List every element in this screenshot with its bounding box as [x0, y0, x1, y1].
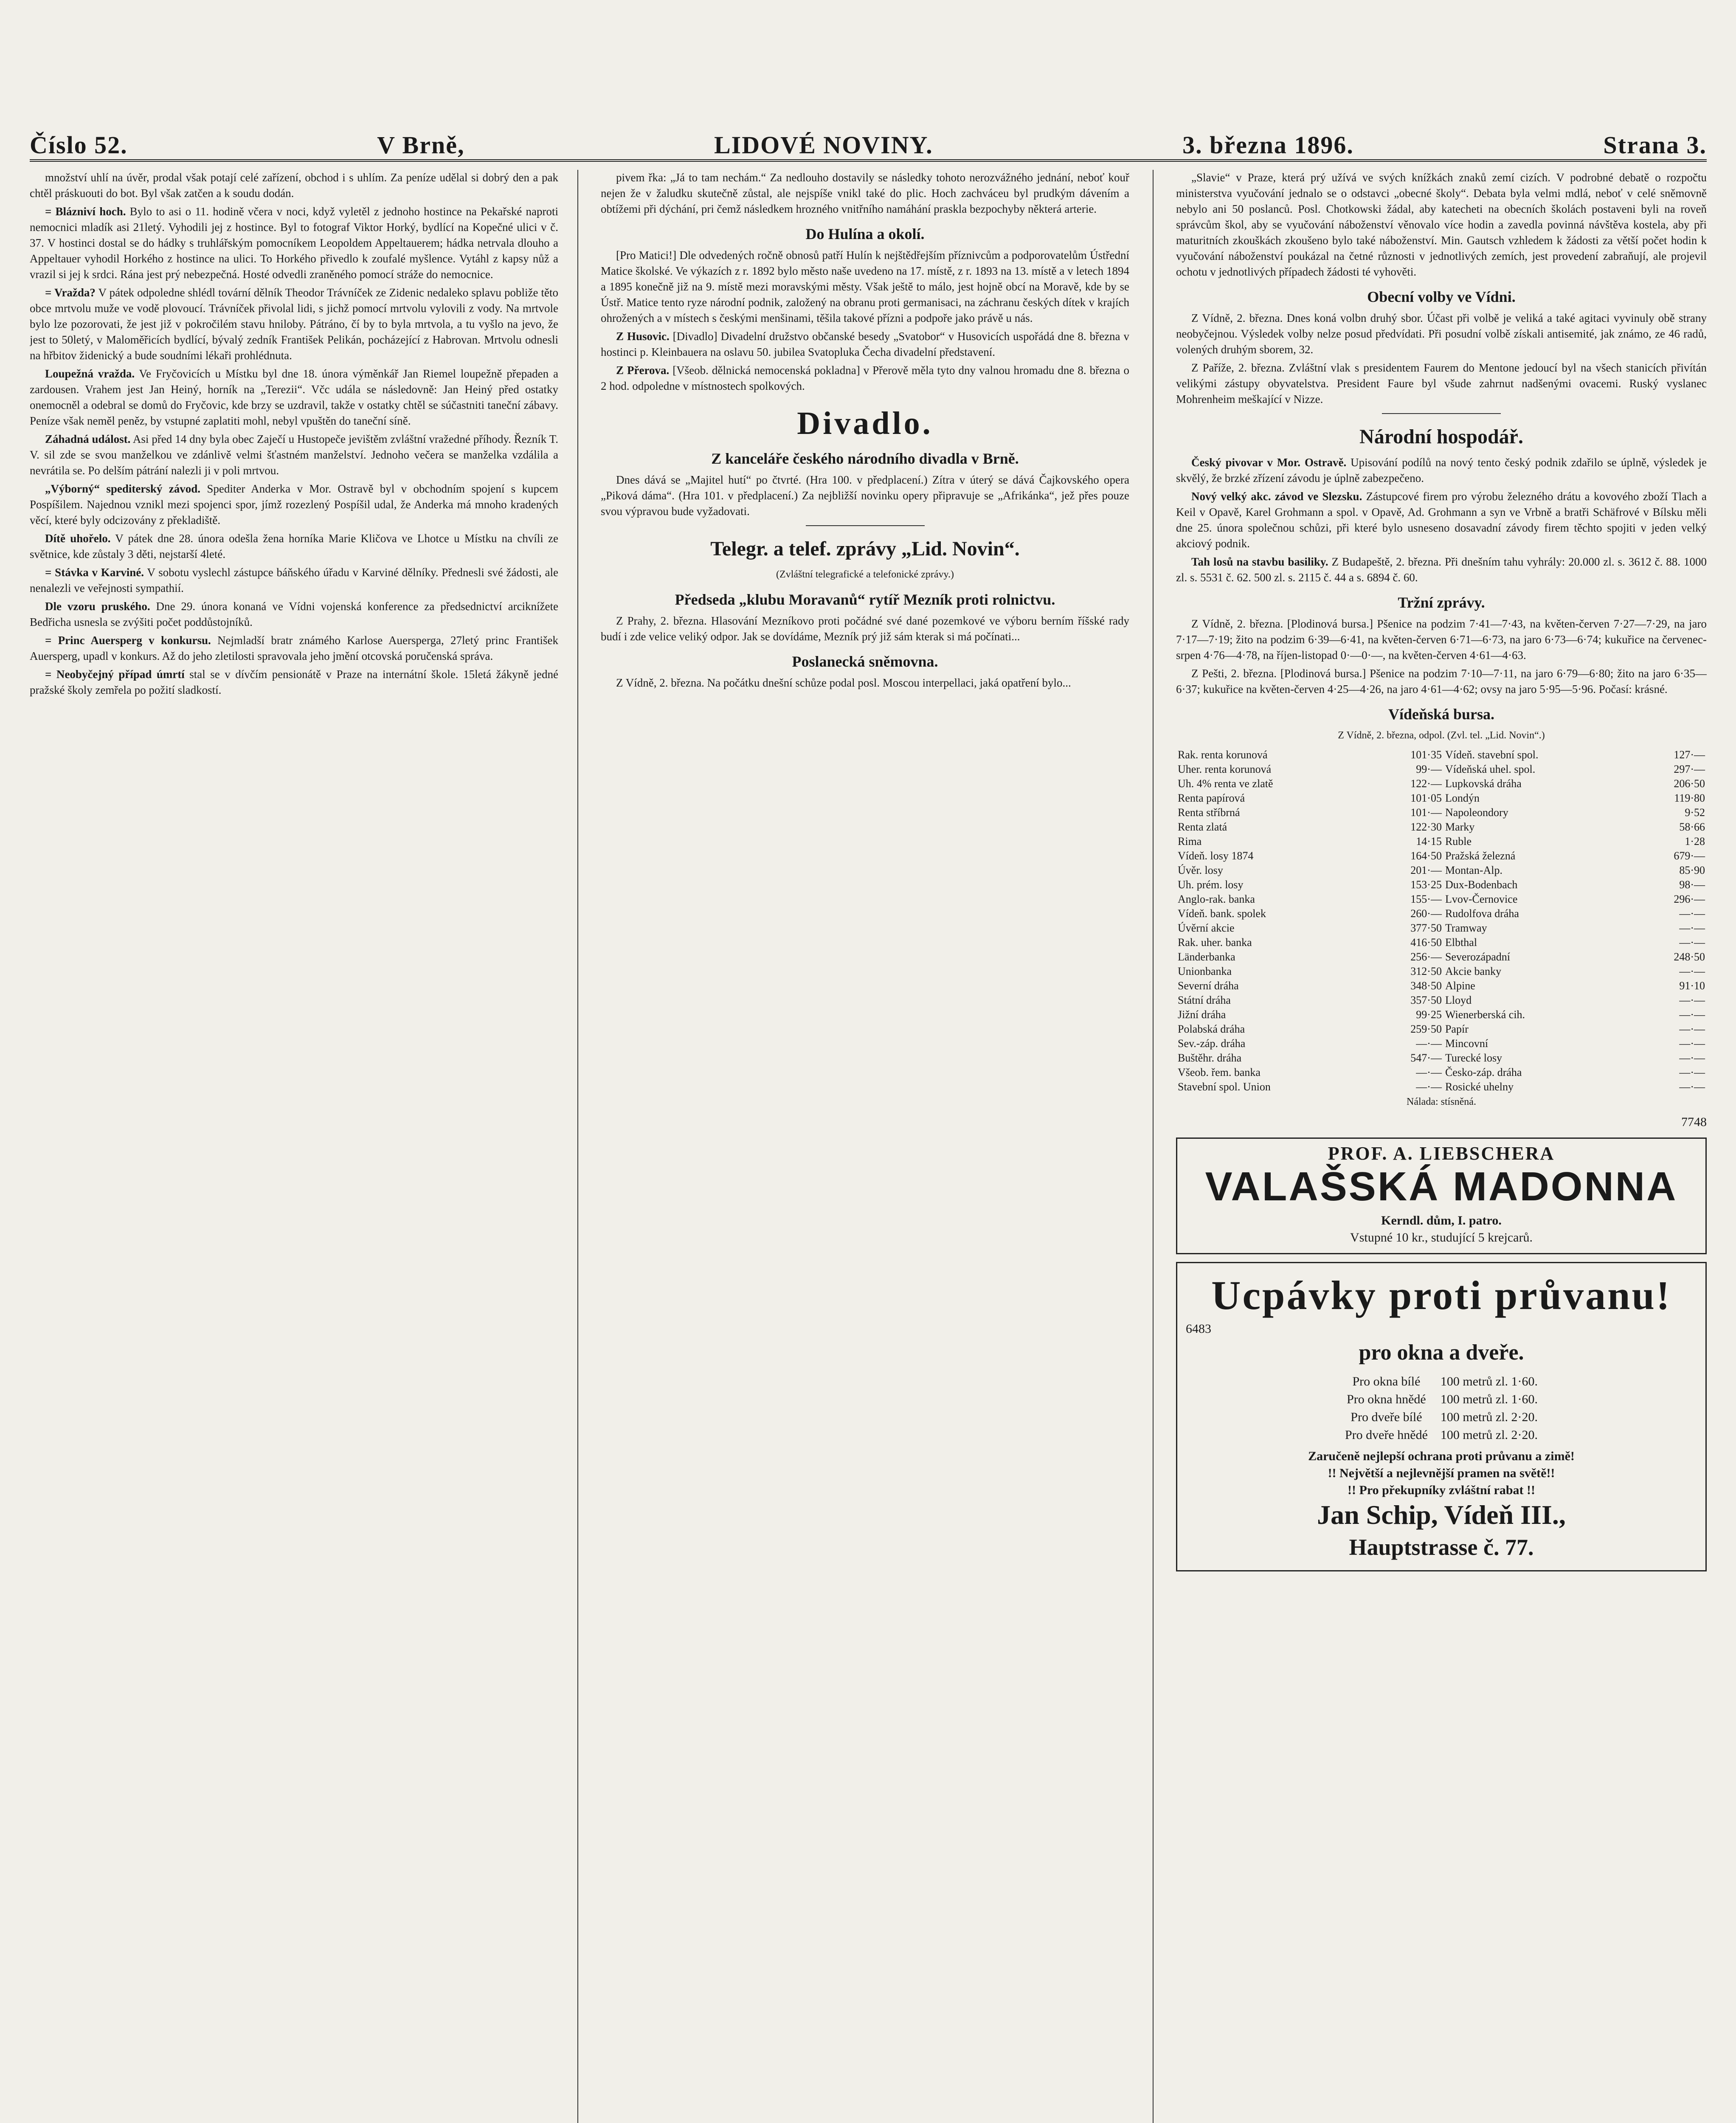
- market-item: Renta stříbrná: [1178, 806, 1240, 819]
- ad-slogan: Zaručeně nejlepší ochrana proti průvanu a zimě!: [1308, 1449, 1575, 1463]
- article-body: V pátek dne 28. února odešla žena horníka Marie Kličova ve Lhotce u Místku na chvíli ze světnice, kde zůstaly 3 děti, nejstarší 4leté.: [30, 532, 558, 560]
- article-body: Spediter Anderka v Mor. Ostravě byl v obchodním spojení s kupcem Pospíšilem. Najednou vznikl mezi spojenci spor, jímž rozezlený Pospíšil udal, že Anderka má mnoho kradených věcí, které byly odcizovány z překladiště.: [30, 482, 558, 527]
- market-item: Londýn: [1445, 792, 1480, 804]
- market-item: Rima: [1178, 835, 1202, 848]
- market-row: [1176, 979, 1707, 993]
- market-row: [1176, 863, 1707, 878]
- market-value: 122·30: [1410, 821, 1442, 833]
- ad-slogan: !! Pro překupníky zvláštní rabat !!: [1348, 1483, 1535, 1497]
- market-value: 153·25: [1410, 878, 1442, 891]
- advertisement-ucpavky: [1176, 1262, 1707, 1571]
- market-item: Rudolfova dráha: [1445, 907, 1519, 920]
- article-text: Z Vídně, 2. března. Dnes koná volbn druhý sbor. Účast při volbě je veliká a také agitaci vyvinuly obě strany neobyčejnou. Výsledek volby nelze posud předvídati. Při posudní volbě získali antisemité, jak známo, ze 46 radů, volených druhým sborem, 32.: [1176, 312, 1707, 356]
- market-row: [1176, 993, 1707, 1008]
- market-value: —·—: [1679, 936, 1705, 949]
- article-text: [1176, 554, 1707, 586]
- advertisement-madonna: [1176, 1138, 1707, 1254]
- ad-number: 7748: [1681, 1115, 1707, 1129]
- market-item: Tramway: [1445, 922, 1487, 934]
- article-text: [Pro Matici!] Dle odvedených ročně obnosů patří Hulín k nejštědřejším příznivcům a podporovatelům Ústřední Matice školské. Ve výkazích z r. 1892 bylo město naše uvedeno na 17. místě, z r. 1893 na 13. místě a v letech 1894 a 1895 konečně již na 9. místě mezi moravskými městy. Však ještě to málo, jest hojně obcí na Moravě, kde by se Ústř. Matice tento ryze národní podnik, založený na obranu proti germanisaci, na záchranu českých dítek v krajích ohrožených a v místech s českými menšinami, těšila takové přízni a podpoře jako právě u nás.: [601, 249, 1129, 324]
- article-body: Dne 29. února konaná ve Vídni vojenská konference za předsednictví arciknížete Bedřicha usnesla se zvýšiti počet poddůstojníků.: [30, 600, 558, 628]
- article-heading: = Neobyčejný případ úmrtí: [45, 668, 185, 681]
- article-text: [601, 363, 1129, 394]
- market-value: 99·—: [1416, 763, 1442, 775]
- market-value: 155·—: [1410, 893, 1442, 905]
- article-body: [Divadlo] Divadelní družstvo občanské besedy „Svatobor“ v Husovicích uspořádá dne 8. března v hostinci p. Kleinbauera na oslavu 50. jubilea Svatopluka Čecha divadelní představení.: [601, 330, 1129, 358]
- article-body: Upisování podílů na nový tento český podnik zdařilo se úplně, výsledek je skvělý, že brzké zřízení závodu je úplně zabezpečeno.: [1176, 456, 1707, 484]
- article-text: „Slavie“ v Praze, která prý užívá ve svých knížkách znaků zemí cizích. V podrobné debatě o rozpočtu ministerstva vyučování jednalo se o odstavci „obecné školy“. Debata byla velmi mdlá, neboť v celé sněmovně nebylo ani 50 poslanců. Posl. Chotkowski žádal, aby katecheti na obecních školách postaveni byli na roveň správcům škol, aby se vyučování náboženství věnovalo více hodin a zavedla povinná návštěva kostela, aby při maturitních zkouškách zkoušeno bylo také náboženství. Min. Gautsch vzhledem k žádosti za větší počet hodin k vyučování náboženství poukázal na četné různosti v jednotlivých zemích, jest provedení zabraňují, ale projevil ochotu v jednotlivých případech žádosti té vyhověti.: [1176, 171, 1707, 278]
- market-item: Sev.-záp. dráha: [1178, 1037, 1246, 1050]
- section-title-divadlo: Divadlo.: [797, 405, 933, 441]
- article-text: [30, 285, 558, 363]
- price-value: 100 metrů zl. 1·60.: [1440, 1374, 1538, 1388]
- column-3: [1176, 170, 1707, 2123]
- price-row: [1339, 1427, 1544, 1444]
- issue-date: 3. března 1896.: [1182, 131, 1354, 159]
- market-value: 377·50: [1410, 922, 1442, 934]
- article-text: Z Paříže, 2. března. Zvláštní vlak s presidentem Faurem do Mentone jedoucí byl na všech stanicích přivítán velikými zástupy obyvatelstva. President Faure byl všude zahrnut nadšenými ovacemi. Ruský vyslanec Mohrenheim meškající v Nizze.: [1176, 361, 1707, 405]
- article-text: [30, 667, 558, 698]
- market-value: 91·10: [1679, 980, 1705, 992]
- article-text: Z Vídně, 2. března. [Plodinová bursa.] Pšenice na podzim 7·41—7·43, na květen-červen 7·27—7·29, na jaro 7·17—7·19; žito na podzim 6·39—6·41, na květen-červen 6·71—6·73, na jaro 6·73—6·74; kukuřice na červenec-srpen 4·76—4·78, na říjen-listopad 0·—0·—, na květen-červen 4·61—4·63.: [1176, 617, 1707, 662]
- article-heading: Český pivovar v Mor. Ostravě.: [1191, 456, 1347, 469]
- market-value: 297·—: [1674, 763, 1705, 775]
- market-item: Montan-Alp.: [1445, 864, 1503, 876]
- market-value: 122·—: [1410, 777, 1442, 790]
- market-item: Pražská železná: [1445, 850, 1516, 862]
- market-row: [1176, 791, 1707, 805]
- price-row: [1339, 1391, 1544, 1408]
- article-heading: Dítě uhořelo.: [45, 532, 111, 545]
- article-text: [30, 366, 558, 429]
- ad-company: Jan Schip, Vídeň III.,: [1317, 1500, 1566, 1530]
- market-value: —·—: [1416, 1066, 1442, 1078]
- market-row: [1176, 834, 1707, 849]
- market-value: —·—: [1679, 922, 1705, 934]
- market-row: [1176, 921, 1707, 935]
- section-subtitle: (Zvláštní telegrafické a telefonické zprávy.): [776, 569, 954, 580]
- market-value: 14·15: [1416, 835, 1442, 848]
- ad-number: 6483: [1186, 1322, 1211, 1336]
- market-item: Anglo-rak. banka: [1178, 893, 1255, 905]
- market-row: [1176, 892, 1707, 907]
- market-item: Úvěrní akcie: [1178, 922, 1235, 934]
- article-heading: Záhadná událost.: [45, 433, 131, 445]
- market-item: Rosické uhelny: [1445, 1081, 1514, 1093]
- article-text: množství uhlí na úvěr, prodal však potají celé zařízení, obchod i s uhlím. Za peníze udělal si dobrý den a pak chtěl práskuouti do bot. Byl však zatčen a k soudu dodán.: [30, 171, 558, 200]
- article-text: [1176, 455, 1707, 486]
- article-heading: = Stávka v Karviné.: [45, 566, 144, 579]
- article-heading: Z Husovic.: [616, 330, 670, 343]
- market-value: 206·50: [1674, 777, 1705, 790]
- article-heading: „Výborný“ spediterský závod.: [45, 482, 200, 495]
- article-body: Bylo to asi o 11. hodině včera v noci, když vyletěl z jednoho hostince na Pekařské naproti nemocnici mladík asi 21letý. Vyhodili jej z hostince. Byl to fotograf Viktor Horký, bydlící na Kopečné ulici v č. 37. V hostinci dostal se do hádky s truhlářským pomocníkem Leopoldem Appeltauerem; hádka netrvala dlouho a Appeltauer vyhodil Horkého z hostince na ulici. To Horkého přivedlo k zoufalé myšlence. Vytáhl z kapsy nůž a vrazil si jej k srdci. Rána jest prý nebezpečná. Hosté odvedli zraněného pomocí stráže do nemocnice.: [30, 205, 558, 281]
- market-item: Turecké losy: [1445, 1052, 1502, 1064]
- market-value: 547·—: [1410, 1052, 1442, 1064]
- market-item: Mincovní: [1445, 1037, 1488, 1050]
- market-row: [1176, 1036, 1707, 1051]
- article-body: stal se v dívčím pensionátě v Praze na internátní škole. 15letá žákyně jedné pražské školy zemřela po požití sladkostí.: [30, 668, 558, 696]
- article-body: Zástupcové firem pro výrobu železného drátu a kovového zboží Tlach a Keil v Opavě, Karel Grohmann a spol. v Opavě, Ad. Grohmann a syn ve Vrbně a bratři Schäfrové v Bílsku měli dne 25. února společnou schůzi, při které bylo usneseno dosavadní závody firem těchto spojiti v jeden velký akciový podnik.: [1176, 490, 1707, 550]
- article-text: [30, 204, 558, 282]
- issue-number: Číslo 52.: [30, 131, 128, 159]
- market-value: —·—: [1679, 965, 1705, 977]
- market-item: Severozápadní: [1445, 951, 1511, 963]
- article-text: [30, 633, 558, 664]
- article-text: Z Prahy, 2. března. Hlasování Mezníkovo proti počádné své dané pozemkové ve výboru berním říšské rady budí i zde velice veliký odpor. Jak se dovídáme, Mezník prý již sám kterak si má počínati...: [601, 614, 1129, 643]
- section-heading: Z kanceláře českého národního divadla v Brně.: [711, 450, 1019, 467]
- section-heading: Tržní zprávy.: [1398, 594, 1485, 611]
- price-item: Pro okna hnědé: [1347, 1392, 1426, 1406]
- article-heading: Předseda „klubu Moravanů“ rytíř Mezník proti rolnictvu.: [675, 591, 1055, 608]
- market-item: Státní dráha: [1178, 994, 1231, 1006]
- article-text: [601, 329, 1129, 360]
- article-heading: = Vražda?: [45, 286, 96, 299]
- article-body: Z Budapeště, 2. března. Při dnešním tahu vyhrály: 20.000 zl. s. 3612 č. 88. 1000 zl. s. 5531 č. 62. 500 zl. s. 2115 č. 44 a s. 6894 č. 60.: [1176, 555, 1707, 584]
- market-value: 201·—: [1410, 864, 1442, 876]
- ad-subtitle: pro okna a dveře.: [1359, 1340, 1524, 1365]
- market-value: 679·—: [1674, 850, 1705, 862]
- section-heading: Do Hulína a okolí.: [805, 225, 925, 242]
- market-value: 58·66: [1679, 821, 1705, 833]
- article-heading: Loupežná vražda.: [45, 367, 135, 380]
- market-value: 98·—: [1679, 878, 1705, 891]
- market-row: [1176, 950, 1707, 964]
- market-value: 99·25: [1416, 1008, 1442, 1021]
- market-item: Rak. uher. banka: [1178, 936, 1252, 949]
- market-item: Dux-Bodenbach: [1445, 878, 1518, 891]
- article-body: [Všeob. dělnická nemocenská pokladna] v Přerově měla tyto dny valnou hromadu dne 8. března o 2 hod. odpoledne v místnostech spolkových.: [601, 364, 1129, 392]
- market-item: Vídeň. stavební spol.: [1445, 749, 1539, 761]
- market-item: Wienerberská cih.: [1445, 1008, 1525, 1021]
- article-text: pivem řka: „Já to tam nechám.“ Za nedlouho dostavily se následky tohoto nerozvážného jednání, neboť kouř nejen že v žaludku skutečně zůstal, ale nejspíše vnikl také do plic. Hoch zachváceu byl prudkým dávením a obtížemi při dýchání, pri čemž následkem hrozného vnitřního namáhání praskla bezpochyby některá arterie.: [601, 171, 1129, 215]
- article-text: [30, 531, 558, 562]
- market-item: Papír: [1445, 1023, 1469, 1035]
- section-heading: Obecní volby ve Vídni.: [1367, 288, 1516, 305]
- article-body: Asi před 14 dny byla obec Zaječí u Hustopeče jevištěm zvláštní vražedné příhody. Řezník T. V. sil zde se svou manželkou ve zdánlivě velmi šťastném manželství. Jednoho večera se manželka vzdálila a nevrátila se. Po delším pátrání nalezli ji v poli mrtvou.: [30, 433, 558, 477]
- market-value: —·—: [1679, 1023, 1705, 1035]
- market-value: 9·52: [1685, 806, 1705, 819]
- price-table: [1338, 1372, 1545, 1444]
- market-row: [1176, 777, 1707, 791]
- article-body: V sobotu vyslechl zástupce báňského úřadu v Karviné dělníky. Přednesli své žádosti, ale nenalezli ve veřejnosti sympathií.: [30, 566, 558, 594]
- market-value: 1·28: [1685, 835, 1705, 848]
- price-value: 100 metrů zl. 2·20.: [1440, 1428, 1538, 1442]
- market-item: Polabská dráha: [1178, 1023, 1245, 1035]
- article-heading: Tah losů na stavbu basiliky.: [1191, 555, 1328, 568]
- ad-entry: Vstupné 10 kr., studující 5 krejcarů.: [1350, 1230, 1533, 1245]
- market-item: Lupkovská dráha: [1445, 777, 1522, 790]
- page-number: Strana 3.: [1603, 131, 1707, 159]
- market-value: 85·90: [1679, 864, 1705, 876]
- price-item: Pro okna bílé: [1352, 1374, 1421, 1388]
- ad-name: PROF. A. LIEBSCHERA: [1328, 1143, 1555, 1164]
- newspaper-page: [30, 0, 1707, 2123]
- section-title-telegrams: Telegr. a telef. zprávy „Lid. Novin“.: [710, 538, 1020, 560]
- market-item: Jižní dráha: [1178, 1008, 1226, 1021]
- section-heading: Vídeňská bursa.: [1388, 706, 1495, 723]
- market-value: 256·—: [1410, 951, 1442, 963]
- price-row: [1339, 1409, 1544, 1426]
- article-text: [30, 481, 558, 528]
- article-heading: Nový velký akc. závod ve Slezsku.: [1191, 490, 1362, 503]
- article-heading: Dle vzoru pruského.: [45, 600, 150, 613]
- price-value: 100 metrů zl. 1·60.: [1440, 1392, 1538, 1406]
- divider: [806, 525, 925, 526]
- market-value: 416·50: [1410, 936, 1442, 949]
- market-item: Vídeň. bank. spolek: [1178, 907, 1266, 920]
- market-row: [1176, 1080, 1707, 1094]
- market-item: Ruble: [1445, 835, 1472, 848]
- market-item: Buštěhr. dráha: [1178, 1052, 1242, 1064]
- market-item: Vídeň. losy 1874: [1178, 850, 1254, 862]
- ad-slogan: !! Největší a nejlevnější pramen na světě!!: [1328, 1466, 1555, 1480]
- market-row: [1176, 935, 1707, 950]
- market-item: Akcie banky: [1445, 965, 1502, 977]
- price-row: [1339, 1373, 1544, 1390]
- price-item: Pro dveře bílé: [1351, 1410, 1422, 1424]
- market-value: —·—: [1679, 994, 1705, 1006]
- market-item: Uh. 4% renta ve zlatě: [1178, 777, 1273, 790]
- market-value: 248·50: [1674, 951, 1705, 963]
- market-value: 164·50: [1410, 850, 1442, 862]
- market-item: Renta papírová: [1178, 792, 1245, 804]
- market-item: Úvěr. losy: [1178, 864, 1223, 876]
- newspaper-title: LIDOVÉ NOVINY.: [714, 131, 933, 159]
- column-rule: [1153, 170, 1154, 2123]
- ad-title: VALAŠSKÁ MADONNA: [1205, 1164, 1678, 1209]
- article-body: V pátek odpoledne shlédl tovární dělník Theodor Trávníček ze Zidenic nedaleko splavu pobliže těto obce mrtvolu muže ve vodě plovoucí. Trávníček přivolal lidi, s jichž pomocí mrtvolu vylovili z vody. Na mrtvole bylo lze pozorovati, že jest již v pokročilém stavu hniloby. Pátráno, čí by to byla mrtvola, a tu vyšlo na jevo, že jest to 50letý, v Maloměřicích bydlící, bývalý zedník František Pelikán, pocházející z Habrovan. Mrtvolu odnesli na hřbitov židenický a bude soudními lékaři prohlédnuta.: [30, 286, 558, 362]
- article-text: [30, 565, 558, 596]
- market-item: Lvov-Černovice: [1445, 893, 1518, 905]
- market-row: [1176, 878, 1707, 892]
- market-row: [1176, 805, 1707, 820]
- market-item: Napoleondory: [1445, 806, 1508, 819]
- market-value: 348·50: [1410, 980, 1442, 992]
- market-value: —·—: [1679, 1052, 1705, 1064]
- article-text: [30, 431, 558, 479]
- ad-line: Kerndl. dům, I. patro.: [1381, 1214, 1502, 1228]
- market-value: 312·50: [1410, 965, 1442, 977]
- market-item: Länderbanka: [1178, 951, 1235, 963]
- market-item: Elbthal: [1445, 936, 1477, 949]
- market-value: 296·—: [1674, 893, 1705, 905]
- market-row: [1176, 748, 1707, 762]
- market-item: Unionbanka: [1178, 965, 1232, 977]
- market-value: 357·50: [1410, 994, 1442, 1006]
- market-item: Česko-záp. dráha: [1445, 1066, 1522, 1078]
- market-row: [1176, 849, 1707, 863]
- article-heading: Poslanecká sněmovna.: [792, 653, 938, 670]
- market-item: Severní dráha: [1178, 980, 1239, 992]
- market-item: Marky: [1445, 821, 1475, 833]
- market-value: —·—: [1416, 1081, 1442, 1093]
- market-item: Uh. prém. losy: [1178, 878, 1244, 891]
- market-row: [1176, 1022, 1707, 1036]
- section-title-hospodar: Národní hospodář.: [1359, 425, 1523, 448]
- market-item: Rak. renta korunová: [1178, 749, 1268, 761]
- article-body: Nejmladší bratr známého Karlose Auersperga, 27letý princ František Auersperg, upadl v konkurs. Až do jeho zletilosti spravovala jeho jmění otcovská poručenská správa.: [30, 634, 558, 662]
- market-row: [1176, 762, 1707, 777]
- market-note: Nálada: stísněná.: [1407, 1096, 1476, 1107]
- article-body: Ve Fryčovicích u Místku byl dne 18. února výměnkář Jan Riemel loupežně přepaden a zardousen. Vrahem jest Jan Heiný, horník na „Terezii“. Včc udála se následovně: Jan Heiný před ostatky onemocněl a odebral se domů do Fryčovic, kde brzy se uzdravil, takže v ostatky chtěl se súčastniti taneční zábavy. Peníze však neměl peněz, by vstupné zaplatiti mohl, nebyl vpuštěn do taneční síně.: [30, 367, 558, 427]
- article-text: [30, 599, 558, 630]
- market-row: [1176, 964, 1707, 979]
- market-item: Všeob. řem. banka: [1178, 1066, 1260, 1078]
- market-item: Lloyd: [1445, 994, 1472, 1006]
- market-value: 101·35: [1410, 749, 1442, 761]
- column-2: [601, 170, 1129, 2123]
- market-value: —·—: [1679, 1066, 1705, 1078]
- market-item: Vídeňská uhel. spol.: [1445, 763, 1536, 775]
- market-item: Uher. renta korunová: [1178, 763, 1272, 775]
- column-rule: [577, 170, 578, 2123]
- market-value: —·—: [1416, 1037, 1442, 1050]
- market-value: 259·50: [1410, 1023, 1442, 1035]
- city: V Brně,: [377, 131, 465, 159]
- market-item: Stavební spol. Union: [1178, 1081, 1271, 1093]
- market-value: 101·05: [1410, 792, 1442, 804]
- ad-address: Hauptstrasse č. 77.: [1349, 1535, 1534, 1560]
- column-1: [30, 170, 558, 2123]
- market-table: [1176, 748, 1707, 1094]
- market-row: [1176, 1065, 1707, 1080]
- masthead: [30, 121, 1707, 162]
- divider: [1382, 413, 1501, 414]
- article-heading: = Princ Auersperg v konkursu.: [45, 634, 211, 647]
- article-text: Z Vídně, 2. března. Na počátku dnešní schůze podal posl. Moscou interpellaci, jaká opatření bylo...: [616, 676, 1071, 689]
- market-value: —·—: [1679, 1008, 1705, 1021]
- market-value: —·—: [1679, 1037, 1705, 1050]
- article-text: Z Pešti, 2. března. [Plodinová bursa.] Pšenice na podzim 7·10—7·11, na jaro 6·79—6·80; žito na jaro 6·35—6·37; kukuřice na květen-červen 4·25—4·26, na jaro 4·61—4·62; ovsy na jaro 5·95—5·96. Počasí: krásné.: [1176, 667, 1707, 695]
- market-item: Renta zlatá: [1178, 821, 1227, 833]
- market-row: [1176, 1051, 1707, 1065]
- ad-title: Ucpávky proti průvanu!: [1211, 1273, 1671, 1318]
- article-text: [1176, 489, 1707, 552]
- article-heading: = Blázniví hoch.: [45, 205, 126, 218]
- article-text: Dnes dává se „Majitel hutí“ po čtvrté. (Hra 100. v předplacení.) Zítra v úterý se dává Čajkovského opera „Piková dáma“. (Hra 101. v předplacení.) Za nejbližší novinku opery připravuje se „Afrikánka“, jež přes pouze svou výpravou bude vyžadovati.: [601, 473, 1129, 518]
- section-subtitle: Z Vídně, 2. března, odpol. (Zvl. tel. „Lid. Novin“.): [1338, 730, 1545, 741]
- article-heading: Z Přerova.: [616, 364, 670, 377]
- market-value: 119·80: [1674, 792, 1705, 804]
- market-row: [1176, 820, 1707, 834]
- market-row: [1176, 907, 1707, 921]
- price-item: Pro dveře hnědé: [1345, 1428, 1428, 1442]
- market-value: 101·—: [1410, 806, 1442, 819]
- market-value: —·—: [1679, 1081, 1705, 1093]
- price-value: 100 metrů zl. 2·20.: [1440, 1410, 1538, 1424]
- market-item: Alpine: [1445, 980, 1475, 992]
- market-value: —·—: [1679, 907, 1705, 920]
- market-value: 260·—: [1410, 907, 1442, 920]
- market-row: [1176, 1008, 1707, 1022]
- market-value: 127·—: [1674, 749, 1705, 761]
